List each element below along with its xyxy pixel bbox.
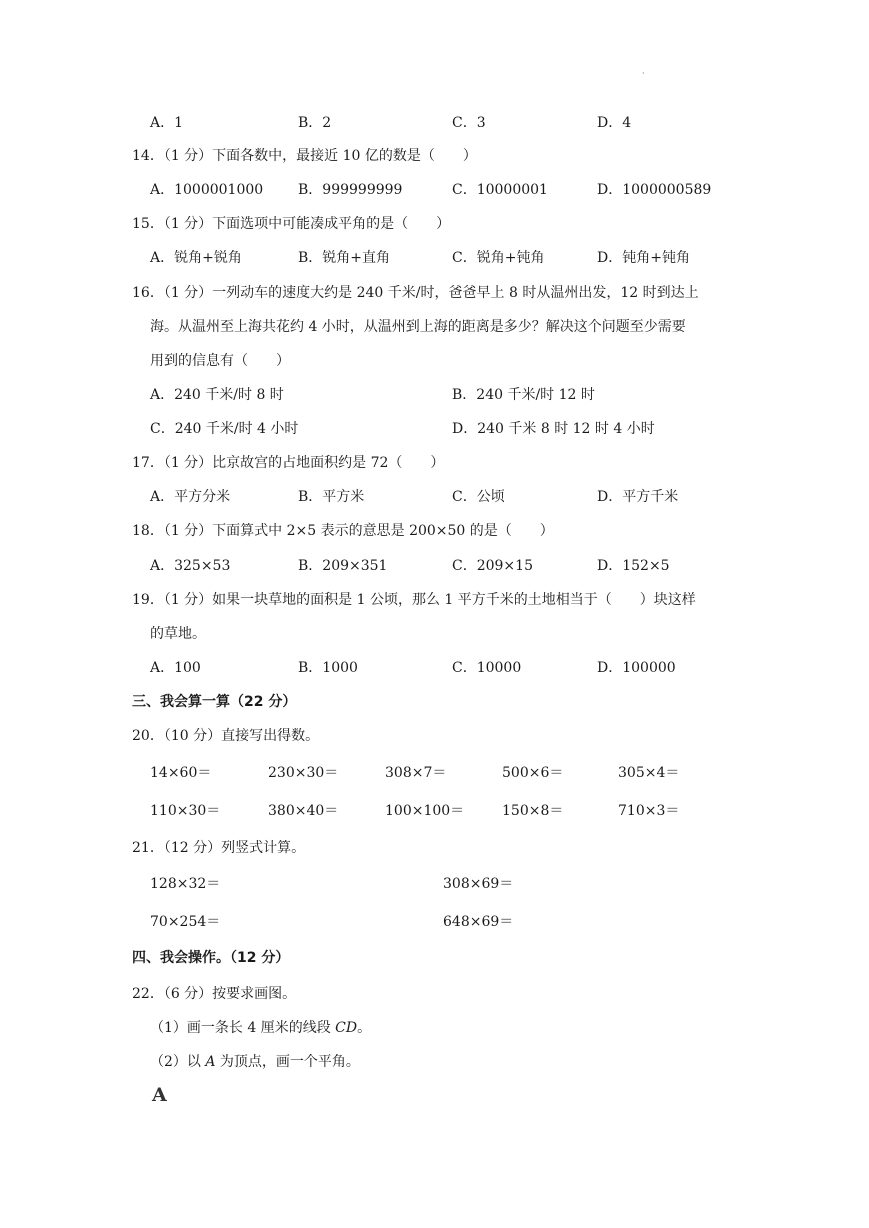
q15-option-b: B．锐角+直角 [298,250,391,266]
q19-option-b: B．1000 [298,660,358,676]
q20-stem: 20．（10 分）直接写出得数。 [132,728,320,744]
q15-option-d: D．钝角+钝角 [597,250,690,266]
q17-option-d: D．平方千米 [597,489,679,505]
q19-option-d: D．100000 [597,660,676,676]
q20-row2-item-4: 150×8＝ [502,803,564,819]
q18-option-a: A．325×53 [150,558,231,574]
q18-stem: 18．（1 分）下面算式中 2×5 表示的意思是 200×50 的是（ ） [132,523,554,539]
q20-row2-item-3: 100×100＝ [385,803,465,819]
q20-row1-item-4: 500×6＝ [502,765,564,781]
section-4-title: 四、我会操作。（12 分） [132,950,290,966]
q22-sub-1 [150,1021,371,1035]
q22-sub-2-suffix: 为顶点，画一个平角。 [215,1054,360,1070]
q22-sub-1-suffix: 。 [357,1020,372,1036]
q22-sub-2-var: A [205,1054,216,1070]
q22-sub-2 [150,1055,360,1069]
q20-row2-item-2: 380×40＝ [268,803,339,819]
q22-sub-2-text: （2）以 [150,1054,206,1070]
q14-option-b: B．999999999 [298,182,403,198]
q16-stem-line-3: 用到的信息有（ ） [150,353,290,369]
q15-stem: 15．（1 分）下面选项中可能凑成平角的是（ ） [132,216,451,232]
q16-stem-line-1: 16．（1 分）一列动车的速度大约是 240 千米/时，爸爸早上 8 时从温州出发，12 时到达上 [132,285,699,301]
q21-item-3: 70×254＝ [150,914,221,930]
q16-option-d: D．240 千米 8 时 12 时 4 小时 [452,421,655,437]
q20-row2-item-1: 110×30＝ [150,803,221,819]
q16-stem-line-2: 海。从温州至上海共花约 4 小时，从温州到上海的距离是多少？解决这个问题至少需要 [150,319,686,335]
point-a-label: A [152,1084,167,1106]
q21-stem: 21．（12 分）列竖式计算。 [132,840,306,856]
q21-item-4: 648×69＝ [443,914,514,930]
q20-row1-item-1: 14×60＝ [150,765,212,781]
q18-option-d: D．152×5 [597,558,670,574]
q18-option-c: C．209×15 [452,558,533,574]
q14-stem: 14．（1 分）下面各数中，最接近 10 亿的数是（ ） [132,148,477,164]
q22-sub-1-text: （1）画一条长 4 厘米的线段 [150,1020,336,1036]
section-3-title: 三、我会算一算（22 分） [132,694,297,710]
q20-row1-item-3: 308×7＝ [385,765,447,781]
q13-option-c: C．3 [452,115,486,131]
q16-option-a: A．240 千米/时 8 时 [150,387,284,403]
q20-row2-item-5: 710×3＝ [618,803,680,819]
q20-row1-item-5: 305×4＝ [618,765,680,781]
q14-option-a: A．1000001000 [150,182,264,198]
q13-option-a: A．1 [150,115,184,131]
q22-stem: 22．（6 分）按要求画图。 [132,986,297,1002]
q17-stem: 17．（1 分）比京故宫的占地面积约是 72（ ） [132,455,445,471]
q22-sub-1-var: CD [335,1020,358,1036]
q17-option-a: A．平方分米 [150,489,231,505]
q16-option-c: C．240 千米/时 4 小时 [150,421,299,437]
q17-option-c: C．公顷 [452,489,505,505]
q18-option-b: B．209×351 [298,558,388,574]
q16-option-b: B．240 千米/时 12 时 [452,387,595,403]
q19-stem-line-2: 的草地。 [150,626,206,642]
q14-option-d: D．1000000589 [597,182,712,198]
q15-option-a: A．锐角+锐角 [150,250,242,266]
header-dot: · [642,69,645,78]
q14-option-c: C．10000001 [452,182,548,198]
q13-option-b: B．2 [298,115,332,131]
q21-item-1: 128×32＝ [150,876,221,892]
q19-stem-line-1: 19．（1 分）如果一块草地的面积是 1 公顷，那么 1 平方千米的土地相当于（ ）块这样 [132,592,696,608]
q20-row1-item-2: 230×30＝ [268,765,339,781]
q19-option-c: C．10000 [452,660,522,676]
q15-option-c: C．锐角+钝角 [452,250,545,266]
q19-option-a: A．100 [150,660,201,676]
q17-option-b: B．平方米 [298,489,365,505]
q21-item-2: 308×69＝ [443,876,514,892]
q13-option-d: D．4 [597,115,632,131]
